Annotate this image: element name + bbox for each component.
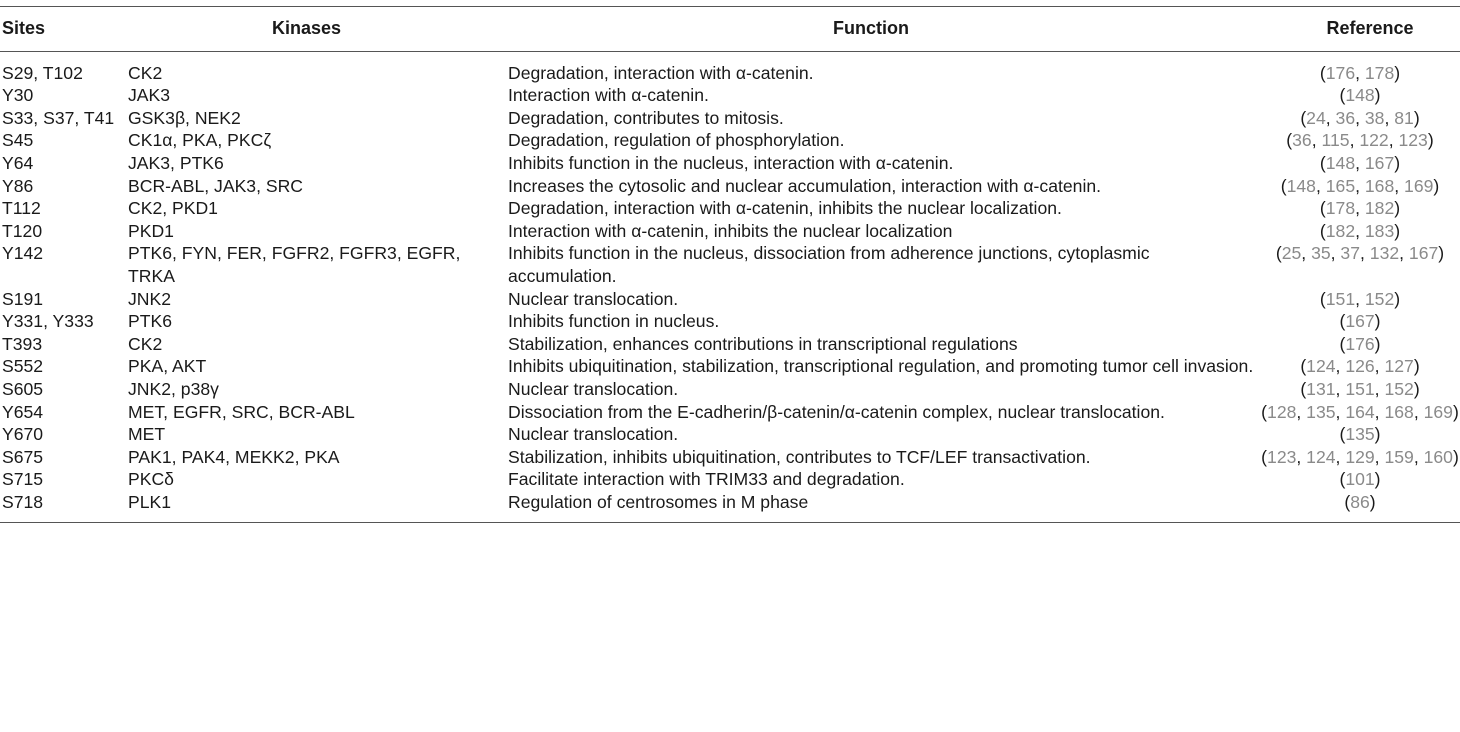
table-row [0, 152, 1460, 175]
reference-cell: (176) [1339, 333, 1381, 354]
reference-link[interactable]: 148 [1345, 85, 1375, 106]
table-row [0, 468, 1460, 491]
table-row [0, 51, 1460, 84]
header-kinases: Kinases [128, 7, 508, 52]
function-cell: Inhibits function in the nucleus, dissociation from adherence junctions, cytoplasmic accumulation. [508, 243, 1150, 286]
header-sites: Sites [0, 7, 128, 52]
reference-link[interactable]: 148 [1325, 152, 1356, 173]
reference-link[interactable]: 169 [1423, 401, 1453, 422]
site-cell: S45 [2, 130, 34, 151]
reference-link[interactable]: 123 [1267, 446, 1297, 467]
reference-link[interactable]: 169 [1404, 175, 1434, 196]
reference-link[interactable]: 132 [1369, 243, 1400, 264]
kinases-cell: CK2, PKD1 [128, 198, 218, 219]
reference-link[interactable]: 151 [1345, 378, 1375, 399]
kinases-cell: GSK3β, NEK2 [128, 107, 241, 128]
function-cell: Regulation of centrosomes in M phase [508, 491, 1260, 523]
reference-link[interactable]: 37 [1340, 243, 1360, 264]
reference-cell: (36, 115, 122, 123) [1286, 130, 1434, 151]
function-cell: Inhibits ubiquitination, stabilization, transcriptional regulation, and promoting tumor cell invasion. [508, 356, 1254, 377]
kinases-cell: JNK2 [128, 288, 172, 309]
site-cell: Y30 [2, 85, 34, 106]
site-cell: S29, T102 [2, 62, 83, 83]
reference-link[interactable]: 135 [1306, 401, 1336, 422]
reference-cell: (24, 36, 38, 81) [1300, 107, 1420, 128]
reference-link[interactable]: 176 [1325, 62, 1356, 83]
site-cell: T112 [2, 198, 41, 219]
reference-link[interactable]: 182 [1325, 220, 1356, 241]
table-row [0, 491, 1460, 523]
reference-cell: (148, 167) [1319, 152, 1401, 173]
kinases-cell: PLK1 [128, 491, 508, 523]
reference-cell: (148) [1339, 85, 1381, 106]
function-cell: Inhibits function in nucleus. [508, 311, 720, 332]
kinases-cell: JAK3, PTK6 [128, 152, 224, 173]
header-function: Function [508, 7, 1260, 52]
reference-link[interactable]: 178 [1364, 62, 1395, 83]
kinases-cell: PTK6 [128, 311, 173, 332]
reference-link[interactable]: 101 [1345, 469, 1375, 490]
function-cell: Interaction with α-catenin, inhibits the nuclear localization [508, 220, 953, 241]
table-body [0, 51, 1460, 523]
function-cell: Degradation, interaction with α-catenin. [508, 62, 814, 83]
function-cell: Stabilization, enhances contributions in transcriptional regulations [508, 333, 1018, 354]
reference-link[interactable]: 122 [1359, 130, 1389, 151]
function-cell: Inhibits function in the nucleus, interaction with α-catenin. [508, 152, 954, 173]
reference-link[interactable]: 36 [1335, 107, 1356, 128]
kinases-cell: MET, EGFR, SRC, BCR-ABL [128, 401, 355, 422]
reference-cell: (148, 165, 168, 169) [1280, 175, 1440, 196]
reference-link[interactable]: 36 [1292, 130, 1312, 151]
reference-link[interactable]: 35 [1311, 243, 1331, 264]
table-row [0, 310, 1460, 333]
site-cell: Y64 [2, 152, 34, 173]
reference-link[interactable]: 127 [1384, 356, 1414, 377]
reference-cell: (101) [1339, 469, 1381, 490]
reference-link[interactable]: 148 [1286, 175, 1316, 196]
reference-link[interactable]: 182 [1364, 198, 1395, 219]
reference-cell: (151, 152) [1319, 288, 1401, 309]
reference-link[interactable]: 168 [1364, 175, 1395, 196]
header-reference: Reference [1260, 7, 1460, 52]
kinases-cell: PKA, AKT [128, 356, 207, 377]
reference-cell: (178, 182) [1319, 198, 1401, 219]
site-cell: Y654 [2, 401, 44, 422]
reference-link[interactable]: 25 [1281, 243, 1302, 264]
reference-link[interactable]: 168 [1384, 401, 1414, 422]
function-cell: Facilitate interaction with TRIM33 and degradation. [508, 469, 905, 490]
kinases-cell: PKD1 [128, 220, 174, 241]
kinases-cell: PAK1, PAK4, MEKK2, PKA [128, 446, 340, 467]
site-cell: T393 [2, 333, 43, 354]
function-cell: Interaction with α-catenin. [508, 85, 709, 106]
reference-link[interactable]: 167 [1345, 311, 1375, 332]
reference-cell: (128, 135, 164, 168, 169) [1261, 401, 1459, 422]
table-row [0, 446, 1460, 469]
table-row [0, 333, 1460, 356]
kinases-cell: PKCδ [128, 469, 174, 490]
function-cell: Dissociation from the E-cadherin/β-catenin/α-catenin complex, nuclear translocation. [508, 401, 1165, 422]
reference-link[interactable]: 165 [1325, 175, 1356, 196]
reference-cell: (86) [1260, 491, 1460, 523]
site-cell: Y86 [2, 175, 34, 196]
reference-cell: (182, 183) [1319, 220, 1401, 241]
reference-link[interactable]: 167 [1364, 152, 1395, 173]
site-cell: Y670 [2, 424, 44, 445]
site-cell: S675 [2, 446, 44, 467]
kinases-cell: MET [128, 424, 166, 445]
reference-link[interactable]: 131 [1306, 378, 1336, 399]
table-row [0, 355, 1460, 378]
reference-cell: (124, 126, 127) [1300, 356, 1420, 377]
phosphorylation-sites-table [0, 6, 1460, 523]
function-cell: Nuclear translocation. [508, 424, 679, 445]
kinases-cell: PTK6, FYN, FER, FGFR2, FGFR3, EGFR, TRKA [128, 243, 461, 286]
site-cell: S718 [0, 491, 128, 523]
table-row [0, 220, 1460, 243]
reference-cell: (123, 124, 129, 159, 160) [1261, 446, 1459, 467]
reference-link[interactable]: 183 [1364, 220, 1395, 241]
function-cell: Increases the cytosolic and nuclear accumulation, interaction with α-catenin. [508, 175, 1102, 196]
reference-cell: (135) [1339, 424, 1381, 445]
reference-link[interactable]: 24 [1306, 107, 1326, 128]
reference-link[interactable]: 176 [1345, 333, 1375, 354]
reference-link[interactable]: 178 [1325, 198, 1356, 219]
site-cell: S605 [2, 378, 44, 399]
reference-link[interactable]: 124 [1306, 356, 1336, 377]
reference-link[interactable]: 81 [1394, 107, 1414, 128]
site-cell: Y142 [2, 243, 44, 264]
kinases-cell: CK2 [128, 333, 163, 354]
function-cell: Nuclear translocation. [508, 378, 679, 399]
site-cell: S191 [2, 288, 44, 309]
reference-link[interactable]: 152 [1384, 378, 1414, 399]
site-cell: T120 [2, 220, 43, 241]
site-cell: S33, S37, T41 [2, 107, 115, 128]
function-cell: Stabilization, inhibits ubiquitination, contributes to TCF/LEF transactivation. [508, 446, 1091, 467]
reference-link[interactable]: 135 [1345, 424, 1375, 445]
kinases-cell: JNK2, p38γ [128, 378, 219, 399]
function-cell: Degradation, contributes to mitosis. [508, 107, 784, 128]
reference-link[interactable]: 129 [1345, 446, 1375, 467]
reference-link[interactable]: 124 [1306, 446, 1336, 467]
reference-link[interactable]: 128 [1267, 401, 1297, 422]
function-cell: Degradation, interaction with α-catenin, inhibits the nuclear localization. [508, 198, 1062, 219]
table-row [0, 84, 1460, 107]
reference-link[interactable]: 115 [1321, 130, 1350, 151]
table-row [0, 401, 1460, 424]
site-cell: S552 [2, 356, 44, 377]
table-row [0, 242, 1460, 287]
reference-cell: (176, 178) [1319, 62, 1401, 83]
reference-cell: (25, 35, 37, 132, 167) [1275, 243, 1445, 264]
table-row [0, 197, 1460, 220]
reference-link[interactable]: 159 [1384, 446, 1414, 467]
table-row [0, 423, 1460, 446]
reference-cell: (167) [1339, 311, 1381, 332]
reference-cell: (131, 151, 152) [1300, 378, 1420, 399]
kinases-cell: CK1α, PKA, PKCζ [128, 130, 272, 151]
table-row [0, 175, 1460, 198]
reference-link[interactable]: 86 [1350, 491, 1370, 512]
reference-link[interactable]: 151 [1325, 288, 1356, 309]
table-row [0, 288, 1460, 311]
reference-link[interactable]: 152 [1364, 288, 1395, 309]
table-row [0, 129, 1460, 152]
table-row [0, 107, 1460, 130]
function-cell: Nuclear translocation. [508, 288, 679, 309]
reference-link[interactable]: 38 [1364, 107, 1385, 128]
kinases-cell: BCR-ABL, JAK3, SRC [128, 175, 304, 196]
kinases-cell: JAK3 [128, 85, 171, 106]
header-row [0, 7, 1460, 52]
reference-link[interactable]: 123 [1398, 130, 1428, 151]
kinases-cell: CK2 [128, 62, 163, 83]
reference-link[interactable]: 167 [1408, 243, 1439, 264]
reference-link[interactable]: 160 [1423, 446, 1453, 467]
reference-link[interactable]: 164 [1345, 401, 1375, 422]
reference-link[interactable]: 126 [1345, 356, 1375, 377]
site-cell: S715 [2, 469, 44, 490]
site-cell: Y331, Y333 [2, 311, 94, 332]
table-row [0, 378, 1460, 401]
table-header [0, 7, 1460, 52]
function-cell: Degradation, regulation of phosphorylation. [508, 130, 845, 151]
